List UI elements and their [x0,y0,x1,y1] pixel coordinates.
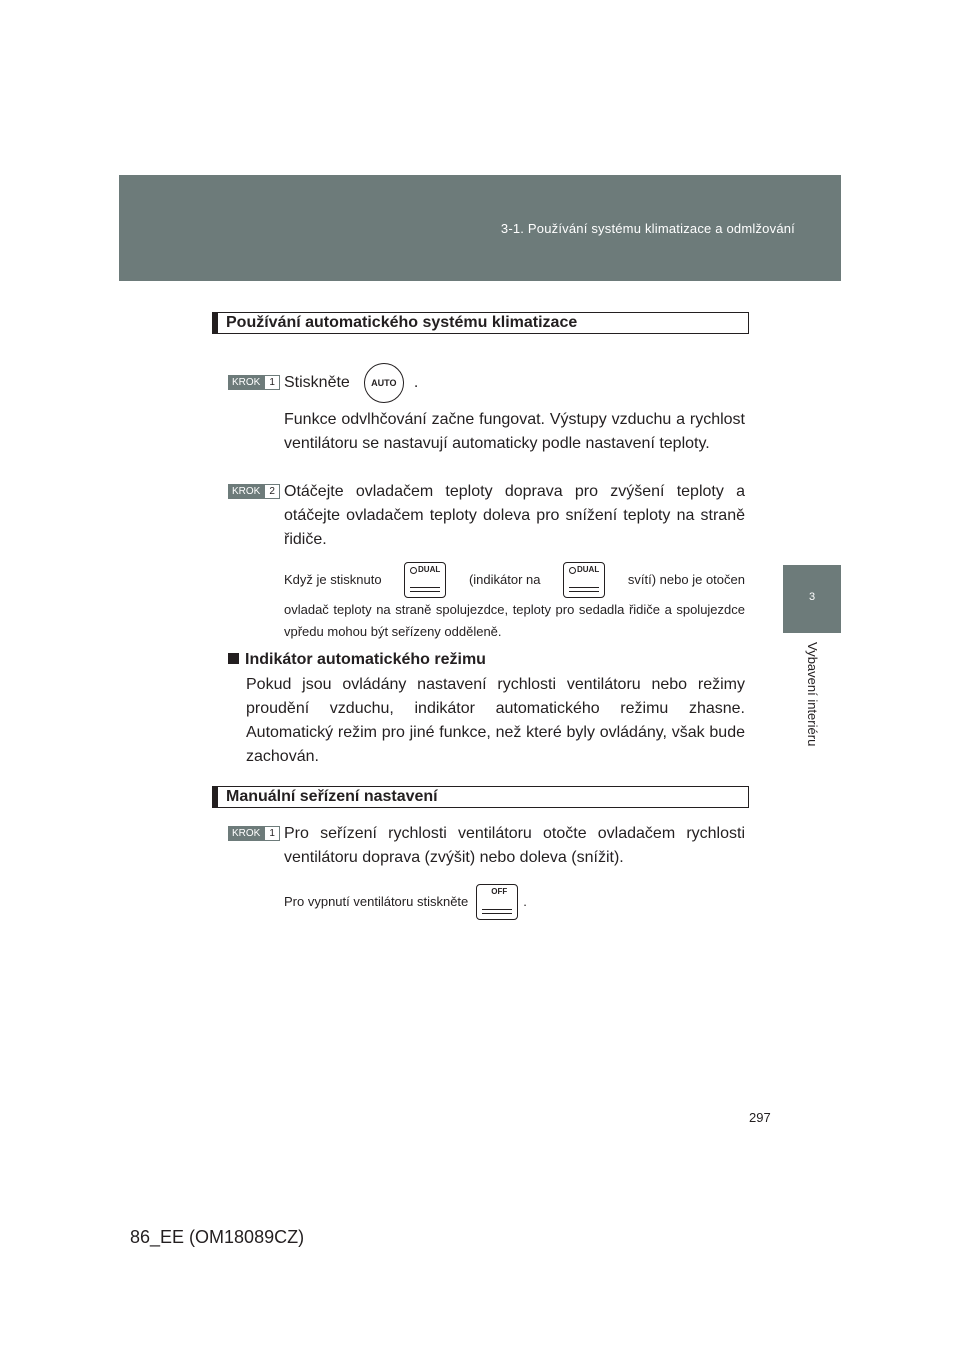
step1-prefix: Stiskněte [284,374,350,391]
auto-button-icon [364,363,404,403]
step-badge-word: KROK [228,375,264,390]
indicator-title: Indikátor automatického režimu [245,651,486,668]
square-bullet-icon [228,653,239,664]
note-part3: svítí) nebo je otočen [627,572,745,587]
chapter-number-tab [783,565,841,633]
step1-description: Funkce odvlhčování začne fungovat. Výstupy vzduchu a rychlost ventilátoru se nastavují automaticky podle nastavení teploty. [284,411,745,452]
section-heading-manual [212,786,749,808]
off-button-icon [476,884,518,920]
indicator-subheading [228,648,486,672]
step-badge-2 [228,484,280,499]
chapter-header [119,175,841,281]
dual-indicator-icon [563,562,605,598]
chapter-side-label [772,642,852,772]
off-note [284,884,745,920]
note-part2: (indikátor na [468,572,541,587]
indicator-light-icon [410,567,417,574]
step-badge-1 [228,826,280,841]
off-note-prefix: Pro vypnutí ventilátoru stiskněte [284,894,469,909]
step1-suffix: . [413,374,419,391]
section-title: Používání automatického systému klimatizace [226,314,578,331]
step-badge-number: 1 [264,375,280,390]
section-heading-automatic [212,312,749,334]
document-code: 86_EE (OM18089CZ) [130,1227,305,1247]
step1-instruction [284,362,745,404]
chapter-number: 3 [808,591,816,603]
manual-step1-text: Pro seřízení rychlosti ventilátoru otočte ovladačem rychlosti ventilátoru doprava (zvýšit) nebo doleva (snížit). [284,825,745,866]
auto-button-label: AUTO [371,378,397,388]
section-title: Manuální seřízení nastavení [226,788,438,805]
chapter-name: Vybavení interiéru [805,642,820,747]
indicator-text: Pokud jsou ovládány nastavení rychlosti ventilátoru nebo režimy proudění vzduchu, indikátor automatického režimu zhasne. Automatický režim pro jiné funkce, než které byly ovládány, však bude zachován. [246,676,745,765]
step-badge-number: 2 [264,484,280,499]
dual-button-label: DUAL [418,565,441,574]
dual-note-line1 [284,562,745,598]
off-button-label: OFF [491,887,508,896]
page-number: 297 [749,1110,771,1125]
indicator-light-icon [569,567,576,574]
step-badge-1 [228,375,280,390]
dual-button-icon [404,562,446,598]
step2-text: Otáčejte ovladačem teploty doprava pro zvýšení teploty a otáčejte ovladačem teploty doleva pro snížení teploty na straně řidiče. [284,483,745,548]
step-badge-number: 1 [264,826,280,841]
step-badge-word: KROK [228,484,264,499]
dual-note-line2: ovladač teploty na straně spolujezdce, teploty pro sedadla řidiče a spolujezdce vpředu mohou být seřízeny odděleně. [284,602,745,639]
step-badge-word: KROK [228,826,264,841]
dual-button-label: DUAL [576,565,600,574]
note-part1: Když je stisknuto [284,572,382,587]
chapter-title: 3-1. Používání systému klimatizace a odmlžování [500,221,795,236]
off-note-suffix: . [523,894,527,909]
